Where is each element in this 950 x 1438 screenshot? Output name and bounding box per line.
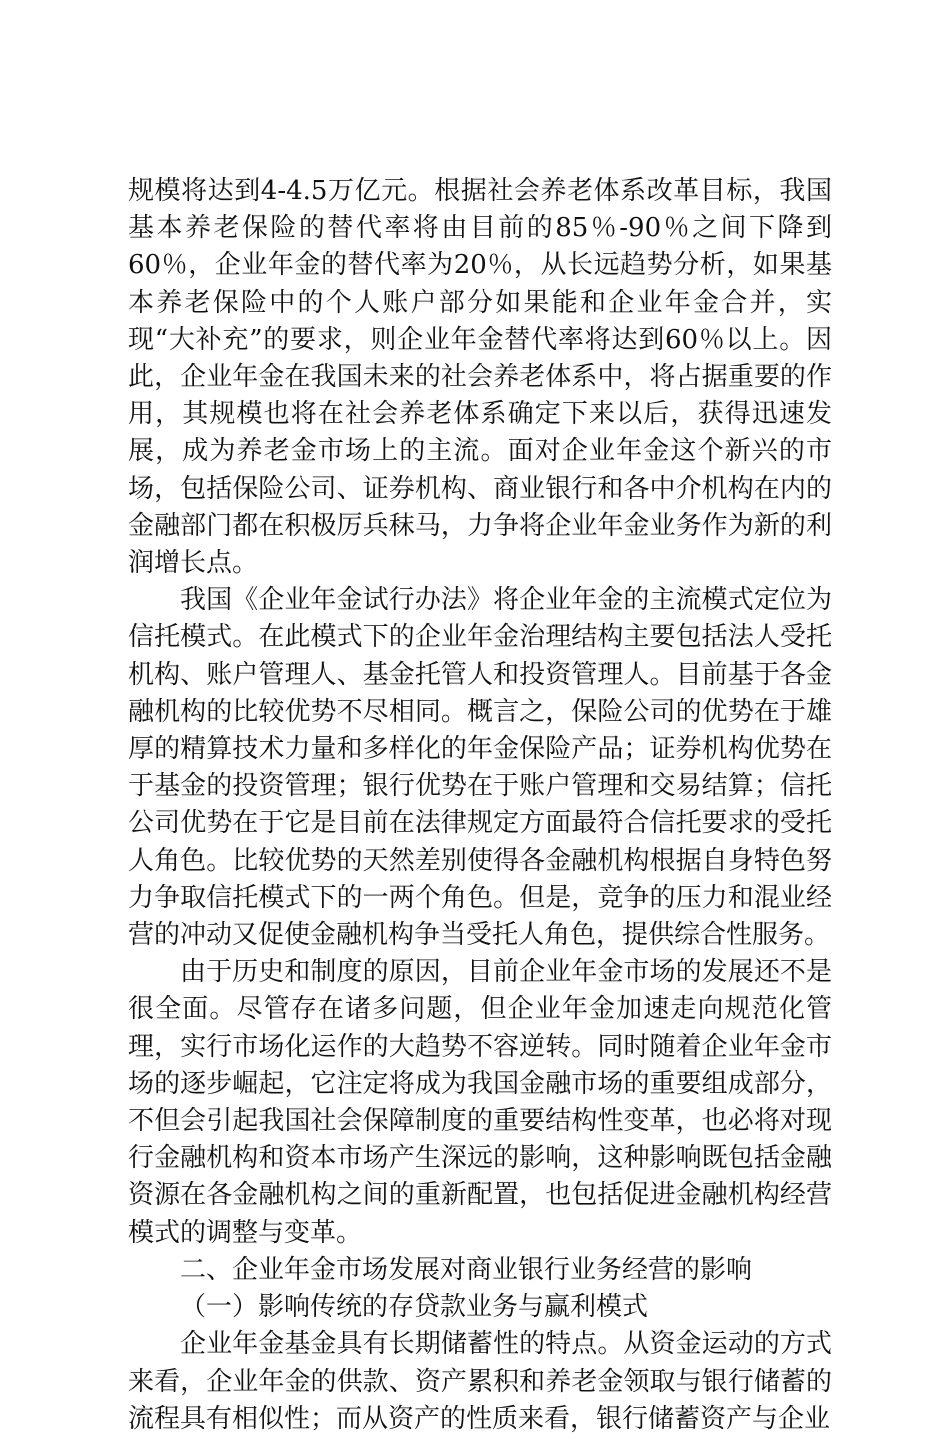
subsection-heading: （一）影响传统的存贷款业务与赢利模式 — [180, 1292, 649, 1323]
paragraph-market-development: 由于历史和制度的原因，目前企业年金市场的发展还不是很全面。尽管存在诸多问题，但企业年金加速走向规范化管理，实行市场化运作的大趋势不容逆转。同时随着企业年金市场的逐步崛起，它注定将成为我国金融市场的重要组成部分，不但会引起我国社会保障制度的重要结构性变革，也必将对现行金融机构和资本市场产生深远的影响，这种影响既包括金融资源在各金融机构之间的重新配置，也包括促进金融机构经营模式的调整与变革。 — [128, 957, 832, 1248]
paragraph-continued: 规模将达到4-4.5万亿元。根据社会养老体系改革目标，我国基本养老保险的替代率将由目前的85％-90％之间下降到60％，企业年金的替代率为20％，从长远趋势分析，如果基本养老保险中的个人账户部分如果能和企业年金合并，实现“大补充”的要求，则企业年金替代率将达到60％以上。因此，企业年金在我国未来的社会养老体系中，将占据重要的作用，其规模也将在社会养老体系确定下来以后，获得迅速发展，成为养老金市场上的主流。面对企业年金这个新兴的市场，包括保险公司、证券机构、商业银行和各中介机构在内的金融部门都在积极厉兵秣马，力争将企业年金业务作为新的利润增长点。 — [128, 176, 832, 579]
paragraph-savings-characteristics: 企业年金基金具有长期储蓄性的特点。从资金运动的方式来看，企业年金的供款、资产累积和养老金领取与银行储蓄的流程具有相似性；而从资产的性质来看，银行储蓄资产与企业 — [128, 1329, 832, 1434]
document-body — [128, 173, 832, 1438]
section-heading: 二、企业年金市场发展对商业银行业务经营的影响 — [180, 1254, 753, 1285]
paragraph-trust-model: 我国《企业年金试行办法》将企业年金的主流模式定位为信托模式。在此模式下的企业年金治理结构主要包括法人受托机构、账户管理人、基金托管人和投资管理人。目前基于各金融机构的比较优势不尽相同。概言之，保险公司的优势在于雄厚的精算技术力量和多样化的年金保险产品；证券机构优势在于基金的投资管理；银行优势在于账户管理和交易结算；信托公司优势在于它是目前在法律规定方面最符合信托要求的受托人角色。比较优势的天然差别使得各金融机构根据自身特色努力争取信托模式下的一两个角色。但是，竞争的压力和混业经营的冲动又促使金融机构争当受托人角色，提供综合性服务。 — [128, 585, 832, 951]
